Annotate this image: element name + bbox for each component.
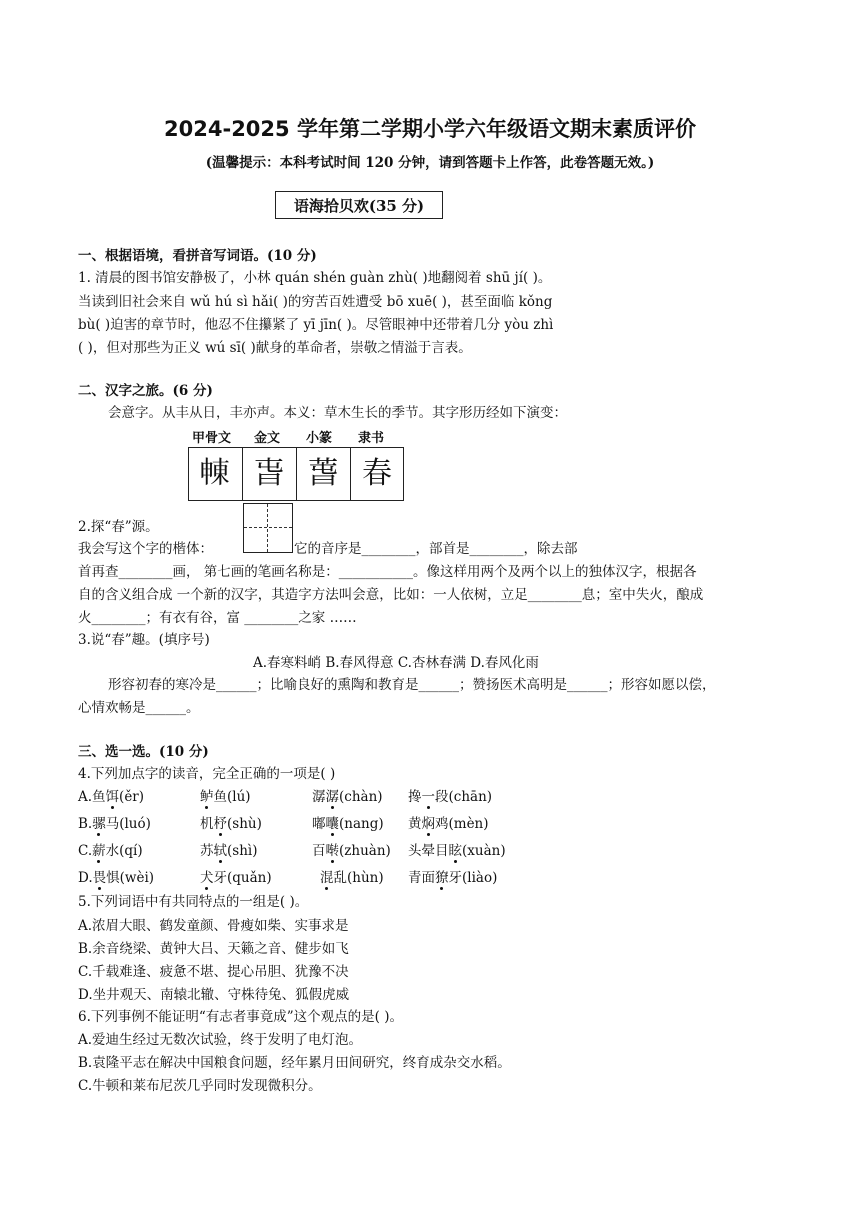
option-text: 搀	[408, 789, 422, 805]
line-s2-l2a: 我会写这个字的楷体：	[78, 541, 213, 557]
q4-option-item	[312, 839, 391, 859]
dotted-character: 犬	[200, 870, 214, 886]
line-s2-l2b: 它的音序是________，部首是________，除去部	[294, 541, 578, 557]
q4-option-item	[78, 866, 154, 886]
dotted-character: 薪	[92, 843, 106, 859]
line-q5b: B.余音绕梁、黄钟大吕、天籁之音、健步如飞	[78, 941, 349, 957]
option-text: (shù)	[227, 816, 262, 832]
dotted-character: 畏	[92, 870, 107, 886]
line-q5: 5.下列词语中有共同特点的一组是( )。	[78, 894, 309, 910]
option-text: D.	[78, 870, 93, 886]
evo-glyph-oracle: 𣌾	[200, 456, 230, 491]
option-text: B.	[78, 816, 93, 832]
q4-option-item	[78, 785, 144, 805]
q4-option-item	[408, 839, 506, 859]
option-text: 惧(wèi)	[106, 870, 155, 886]
line-q5a: A.浓眉大眼、鹤发童颜、骨瘦如柴、实事求是	[78, 918, 349, 934]
evo-header: 隶书	[358, 431, 385, 446]
q4-option-item	[312, 812, 384, 832]
q4-option-item	[78, 839, 143, 859]
line-s3-title: 三、选一选。(10 分)	[78, 744, 209, 760]
option-text: 乱(hùn)	[333, 870, 384, 886]
line-s2-l5: 火________；有衣有谷，富 ________之家 ……	[78, 610, 357, 626]
line-q6c: C.牛顿和莱布尼茨几乎同时发现微积分。	[78, 1078, 322, 1094]
option-text: 水(qí)	[105, 843, 143, 859]
option-text: (shì)	[227, 843, 258, 859]
part-box-title: 语海拾贝欢(35 分)	[275, 191, 443, 219]
option-text: 潺	[312, 789, 326, 805]
q4-option-item	[408, 866, 497, 886]
line-s1-l4: ( )，但对那些为正义 wú sī( )献身的革命者，崇敬之情溢于言表。	[78, 340, 472, 356]
option-text: 牙(quǎn)	[213, 870, 272, 886]
evo-divider	[350, 447, 351, 501]
tianzige-writing-box[interactable]	[243, 503, 293, 553]
q4-option-item	[320, 866, 384, 886]
dotted-character: 杼	[213, 816, 227, 832]
option-text: 青面	[408, 870, 435, 886]
line-q6a: A.爱迪生经过无数次试验，终于发明了电灯泡。	[78, 1032, 363, 1048]
dotted-character: 啭	[325, 843, 339, 859]
option-text: (xuàn)	[462, 843, 506, 859]
line-q6: 6.下列事例不能证明“有志者事竟成”这个观点的是( )。	[78, 1009, 404, 1025]
option-text: 马(luó)	[105, 816, 151, 832]
option-text: 黄	[408, 816, 422, 832]
option-text: 嘟	[312, 816, 326, 832]
line-s2-l4: 自的含义组合成 一个新的汉字，其造字方法叫会意，比如：一人依树，立足________息；室中失火，酿成	[78, 587, 704, 603]
line-q5d: D.坐井观天、南辕北辙、守株待兔、狐假虎威	[78, 987, 350, 1003]
dotted-character: 轼	[213, 843, 227, 859]
exam-notice: (温馨提示：本科考试时间 120 分钟，请到答题卡上作答，此卷答题无效。)	[205, 155, 655, 171]
option-text: (ěr)	[119, 789, 145, 805]
option-text: C.	[78, 843, 93, 859]
line-s1-l3: bù( )迫害的章节时，他忍不住攥紧了 yī jīn( )。尽管眼神中还带着几分 yòu zhì	[78, 317, 554, 333]
evo-divider	[296, 447, 297, 501]
option-text: 鱼(lú)	[213, 789, 251, 805]
page-title: 2024-2025 学年第二学期小学六年级语文期末素质评价	[164, 117, 696, 141]
dotted-character: 眩	[448, 843, 462, 859]
evo-glyph-clerical: 春	[362, 456, 392, 491]
dotted-character: 潺	[325, 789, 339, 805]
option-text: (zhuàn)	[339, 843, 391, 859]
dotted-character: 囔	[325, 816, 339, 832]
line-s2-title: 二、汉字之旅。(6 分)	[78, 383, 213, 399]
line-s1-l2: 当读到旧社会来自 wǔ hú sì hǎi( )的穷苦百姓遭受 bō xuē( )，甚至面临 kǒng	[78, 294, 553, 310]
evo-header: 小篆	[306, 431, 333, 446]
line-q6b: B.袁隆平志在解决中国粮食问题，经年累月田间研究，终育成杂交水稻。	[78, 1055, 511, 1071]
option-text: (chàn)	[339, 789, 383, 805]
evo-glyph-bronze: 旾	[254, 456, 284, 491]
line-q4: 4.下列加点字的读音，完全正确的一项是( )	[78, 766, 336, 782]
q4-option-item	[200, 812, 262, 832]
q4-option-item	[78, 812, 151, 832]
line-s2-q3: 3.说“春”趣。(填序号)	[78, 632, 210, 648]
dotted-character: 焖	[421, 816, 435, 832]
q4-option-item	[200, 839, 257, 859]
q4-option-item	[312, 785, 383, 805]
option-text: 牙(liào)	[448, 870, 498, 886]
line-s2-l6: 形容初春的寒冷是______；比喻良好的熏陶和教育是______；赞扬医术高明是______；形容如愿以偿，	[108, 677, 716, 693]
line-q5c: C.千载难逢、疲惫不堪、提心吊胆、犹豫不决	[78, 964, 349, 980]
option-text: 机	[200, 816, 214, 832]
q4-option-item	[408, 812, 489, 832]
dotted-character: 饵	[105, 789, 120, 805]
dotted-character: 骡	[92, 816, 106, 832]
option-text: 头晕目	[408, 843, 449, 859]
line-s2-opts: A.春寒料峭 B.春风得意 C.杏林春满 D.春风化雨	[253, 655, 539, 671]
dotted-character: 獠	[435, 870, 449, 886]
line-s2-q2: 2.探“春”源。	[78, 519, 159, 535]
evo-header: 甲骨文	[192, 431, 232, 446]
q4-option-item	[200, 785, 251, 805]
dotted-character: 鲈	[200, 789, 214, 805]
option-text: 鸡(mèn)	[435, 816, 489, 832]
option-text: 段(chān)	[435, 789, 493, 805]
line-s1-l1: 1. 清晨的图书馆安静极了，小林 quán shén guàn zhù( )地翻阅着 shū jí( )。	[78, 270, 552, 286]
option-text: 苏	[200, 843, 214, 859]
q4-option-item	[200, 866, 272, 886]
q4-option-item	[408, 785, 492, 805]
option-text: 百	[312, 843, 326, 859]
line-s2-l3: 首再查________画， 第七画的笔画名称是：___________。像这样用两个及两个以上的独体汉字，根据各	[78, 564, 697, 580]
option-text: (nang)	[339, 816, 384, 832]
character-evolution-table	[188, 427, 404, 503]
dotted-character: 一	[421, 789, 435, 805]
evo-divider	[242, 447, 243, 501]
line-s1-title: 一、根据语境，看拼音写词语。(10 分)	[78, 248, 317, 264]
line-s2-l7: 心情欢畅是______。	[78, 700, 200, 716]
line-s2-l1: 会意字。从丰从日，丰亦声。本义：草木生长的季节。其字形历经如下演变：	[108, 405, 567, 421]
evo-glyph-seal: 萅	[308, 456, 338, 491]
option-text: A.鱼	[78, 789, 106, 805]
dotted-character: 混	[320, 870, 334, 886]
evo-header: 金文	[254, 431, 281, 446]
